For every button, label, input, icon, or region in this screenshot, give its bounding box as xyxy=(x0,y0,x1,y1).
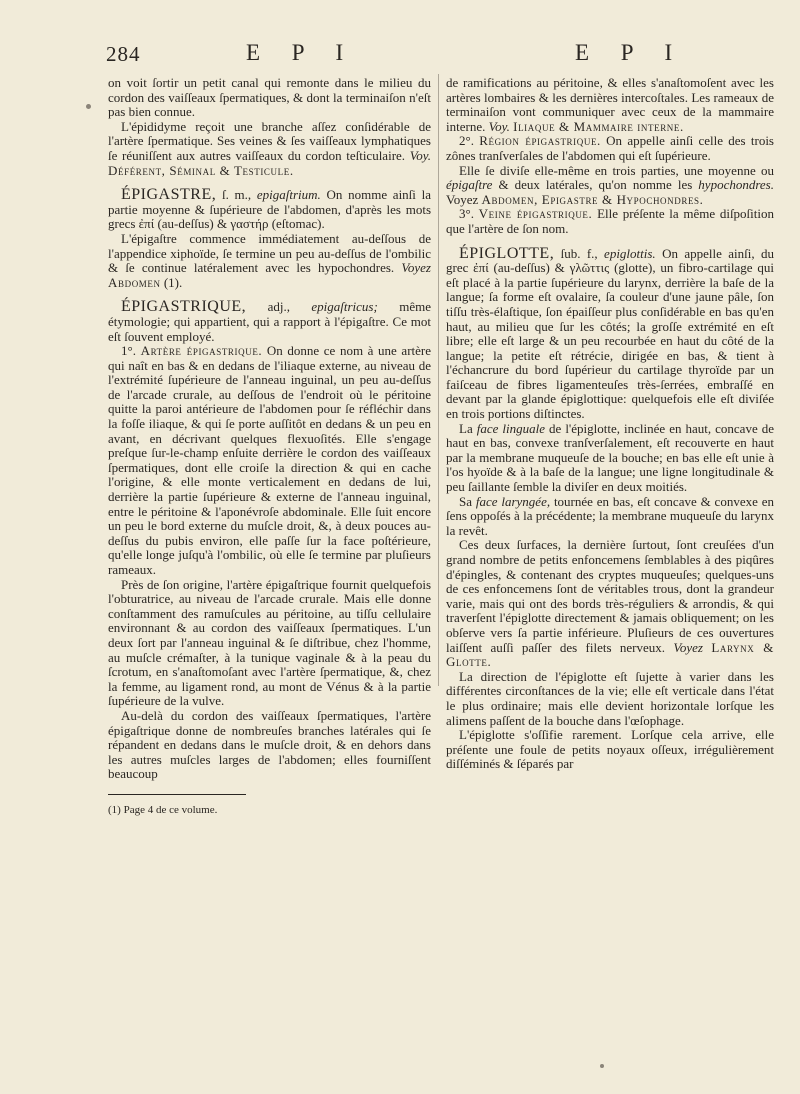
paragraph xyxy=(108,76,431,120)
text-run: 2°. xyxy=(459,133,474,149)
cross-reference: Déférent, Séminal & Testicule. xyxy=(108,162,294,178)
paragraph xyxy=(446,670,774,728)
subentry-title: Artère épigastrique. xyxy=(140,343,263,359)
left-column xyxy=(108,76,431,818)
subentry-title: Veine épigastrique. xyxy=(478,206,593,222)
text-run: epigaſtricus; xyxy=(311,299,378,315)
text-run: epigaſtrium. xyxy=(256,187,321,203)
headword: ÉPIGASTRE, xyxy=(121,186,217,204)
ink-speck xyxy=(86,104,91,109)
text-run: de l'épiglotte, inclinée en haut, concave de haut en bas, convexe tranſverſalement, eſt recouverte en haut par la membrane muqueuſe de la bouche; en bas elle eſt unie à l'os hyoïde & à la baſe de la langue; une ligne longitudinale & peu ſaillante ſemble la diviſer en deux moitiés. xyxy=(446,420,774,495)
paragraph xyxy=(446,422,774,495)
text-run: Ces deux ſurfaces, la dernière ſurtout, ſont creuſées d'un grand nombre de petits enfoncemens ſemblables à des piqûres d'épingles, & contenant des cryptes muqueuſes; quelques-uns de ces enfoncemens ſont de véritables trous, dont la grandeur varie, mais qui ont des bords très-réguliers & arrondis, & qui traverſent l'épiglotte directement & jamais obliquement; on les obſerve vers ſa partie inférieure. Pluſieurs de ces ouvertures laiſſent auſſi paſſer des filets nerveux. xyxy=(446,537,774,655)
text-run: La direction de l'épiglotte eſt ſujette à varier dans les différentes circonſtances de la vie; elle eſt verticale dans l'état le plus ordinaire; mais elle devient horizontale lorſque les alimens paſſent de la bouche dans l'œſophage. xyxy=(446,668,774,728)
headword: ÉPIGASTRIQUE, xyxy=(121,298,247,316)
footnote xyxy=(108,803,431,818)
text-run: adj., xyxy=(246,299,312,315)
paragraph xyxy=(108,578,431,709)
text-run: Au-delà du cordon des vaiſſeaux ſpermatiques, l'artère épigaſtrique donne de nombreuſes branches latérales qui ſe répandent en dedans dans le muſcle droit, & en dehors dans les autres muſcles larges de l'abdomen; elles fourniſſent beaucoup xyxy=(108,707,431,782)
paragraph xyxy=(108,232,431,290)
text-run: 3°. xyxy=(459,206,474,222)
cross-reference: Abdomen xyxy=(108,274,161,290)
paragraph xyxy=(446,728,774,772)
text-run: même étymologie; qui appartient, qui a rapport à l'épigaſtre. Ce mot eſt ſouvent employé. xyxy=(108,299,432,344)
paragraph xyxy=(108,709,431,782)
column-divider xyxy=(438,74,439,686)
headword: ÉPIGLOTTE, xyxy=(459,244,555,262)
text-run: Sa xyxy=(459,493,476,509)
subentry-artere xyxy=(108,344,431,578)
subentry-region xyxy=(446,134,774,163)
paragraph xyxy=(446,76,774,134)
text-run: face laryngée, xyxy=(475,493,551,509)
ink-speck xyxy=(600,1064,604,1068)
paragraph xyxy=(108,120,431,178)
entry-epiglotte xyxy=(446,244,774,422)
cross-reference: Abdomen, Epigastre & Hypochondres. xyxy=(481,191,704,207)
text-run: La xyxy=(459,420,477,436)
footnote-mark: (1). xyxy=(160,274,183,290)
text-run: Elle ſe diviſe elle-même en trois parties, une moyenne ou xyxy=(459,162,774,178)
footnote-rule xyxy=(108,794,246,795)
text-run: On nomme ainſi la partie moyenne & ſupérieure de l'abdomen, d'après les mots grecs ἐπί (au-deſſus) & γαστήρ (eſtomac). xyxy=(108,187,431,232)
text-run: epiglottis. xyxy=(604,245,656,261)
right-running-head: E P I xyxy=(575,40,686,65)
text-run: Page 4 de ce volume. xyxy=(123,803,218,816)
text-run: Elle préſente la même diſpoſition que l'artère de ſon nom. xyxy=(446,206,774,236)
subentry-title: Région épigastrique. xyxy=(479,133,601,149)
text-run: On appelle ainſi celle des trois zônes tranſverſales de l'abdomen qui eſt ſupérieure. xyxy=(446,133,774,163)
left-running-head: E P I xyxy=(246,40,357,65)
text-run: de ramifications au péritoine, & elles s'anaſtomoſent avec les artères lombaires & les dernières intercoſtales. Les rameaux de terminaiſon vont communiquer avec ceux de la mammaire interne. xyxy=(446,75,774,134)
text-run: on voit ſortir un petit canal qui remonte dans le milieu du cordon des vaiſſeaux ſpermatiques, & dont la terminaiſon n'eſt pas bien connue. xyxy=(108,75,431,120)
entry-epigastre xyxy=(108,188,431,232)
text-run: L'épididyme reçoit une branche aſſez conſidérable de l'artère ſpermatique. Ses veines & ſes vaiſſeaux lymphatiques ſe réuniſſent aux autres vaiſſeaux du cordon teſticulaire. xyxy=(108,118,431,163)
text-run: Près de ſon origine, l'artère épigaſtrique fournit quelquefois l'obturatrice, au niveau de l'arcade crurale. Mais elle donne conſtamment des ramuſcules au péritoine, au tiſſu cellulaire environnant & au cordon des vaiſſeaux ſpermatiques. L'un deux ſort par l'anneau inguinal & ſe diſtribue, chez l'homme, au muſcle crémaſter, à la tunique vaginale & à la peau du ſcrotum, en s'anaſtomoſant avec l'artère ſpermatique, &, chez la femme, au ligament rond, au mont de Vénus & à la partie ſupérieure de la vulve. xyxy=(108,576,431,709)
text-run: ſ. m., xyxy=(221,187,257,203)
entry-epigastrique xyxy=(108,300,431,344)
text-run: face linguale xyxy=(476,420,546,436)
text-run: épigaſtre xyxy=(446,177,493,193)
paragraph xyxy=(446,538,774,669)
text-run: Voyez xyxy=(401,260,431,276)
paragraph xyxy=(446,495,774,539)
text-run: L'épiglotte s'oſſifie rarement. Lorſque cela arrive, elle préſente une foule de petits noyaux oſſeux, irrégulièrement diſſéminés & ſéparés par xyxy=(446,727,774,772)
text-run: On donne ce nom à une artère qui naît en bas & en dedans de l'iliaque externe, au niveau de l'extrémité ſupérieure de l'anneau inguinal, un peu au-deſſus de l'arcade crurale, au deſſous de l'endroit où le péritoine quitte la paroi antérieure de l'abdomen pour ſe réfléchir dans la foſſe iliaque, & qui ſe porte auſſitôt en dedans & un peu en avant, en décrivant quelques flexuoſités. Elle s'engage preſque ſur-le-champ enſuite derrière le cordon des vaiſſeaux ſpermatiques, dont elle croiſe la direction & qui en cache l'origine, & elle monte verticalement en dedans de lui, derrière la partie ſupérieure & externe de l'anneau inguinal, entre le péritoine & l'aponévroſe abdominale. Elle ſuit encore un peu le bord externe du muſcle droit, &, à deux pouces au-deſſus du pubis environ, elle paſſe ſur la face poſtérieure, qu'elle longe juſqu'à l'ombilic, où elle ſe termine par pluſieurs rameaux. xyxy=(108,343,432,577)
text-run: 1°. xyxy=(121,343,136,359)
text-run: hypochondres. xyxy=(698,177,774,193)
text-run: L'épigaſtre commence immédiatement au-deſſous de l'appendice xiphoïde, ſe termine un peu au-deſſus de l'ombilic & ſe continue latéralement avec les hypochondres. xyxy=(108,230,431,276)
right-column xyxy=(446,76,774,772)
page-header xyxy=(0,40,800,72)
text-run: Voyez xyxy=(673,639,703,655)
text-run: Voyez xyxy=(446,191,479,207)
text-run: Voy. xyxy=(488,118,510,134)
text-run: tournée en bas, eſt concave & convexe en ſens oppoſés à la précédente; la membrane muqueuſe du larynx la revêt. xyxy=(446,493,774,538)
cross-reference: Larynx & Glotte. xyxy=(446,639,775,670)
text-run: (1) xyxy=(108,803,121,816)
text-run: Voy. xyxy=(409,147,431,163)
cross-reference: Iliaque & Mammaire interne. xyxy=(513,118,684,134)
subentry-veine xyxy=(446,207,774,236)
text-run: ſub. f., xyxy=(554,245,605,261)
paragraph xyxy=(446,164,774,208)
page-number: 284 xyxy=(106,42,141,66)
text-run: On appelle ainſi, du grec ἐπί (au-deſſus) & γλῶττις (glotte), un fibro-cartilage qui eſt placé à la partie ſupérieure du larynx, derrière la baſe de la langue; ſa forme eſt ovalaire, ſa couleur d'une jaune pâle, ſon tiſſu très-élaſtique, ſon épaiſſeur plus conſidérable en bas qu'en haut, au milieu que ſur les côtés; la groſſe extrémité en eſt libre; elle eſt large & un peu recourbée en haut du côté de la langue; la petite eſt rétrécie, dirigée en bas, & tient à l'échancrure du bord ſupérieur du cartilage thyroïde par un faiſceau de fibres ligamenteuſes très-ſerrées, embraſſé en devant par la glande épiglottique: quelquefois elle eſt diviſée en trois portions diſtinctes. xyxy=(446,245,774,422)
text-run: & deux latérales, qu'on nomme les xyxy=(492,177,699,193)
